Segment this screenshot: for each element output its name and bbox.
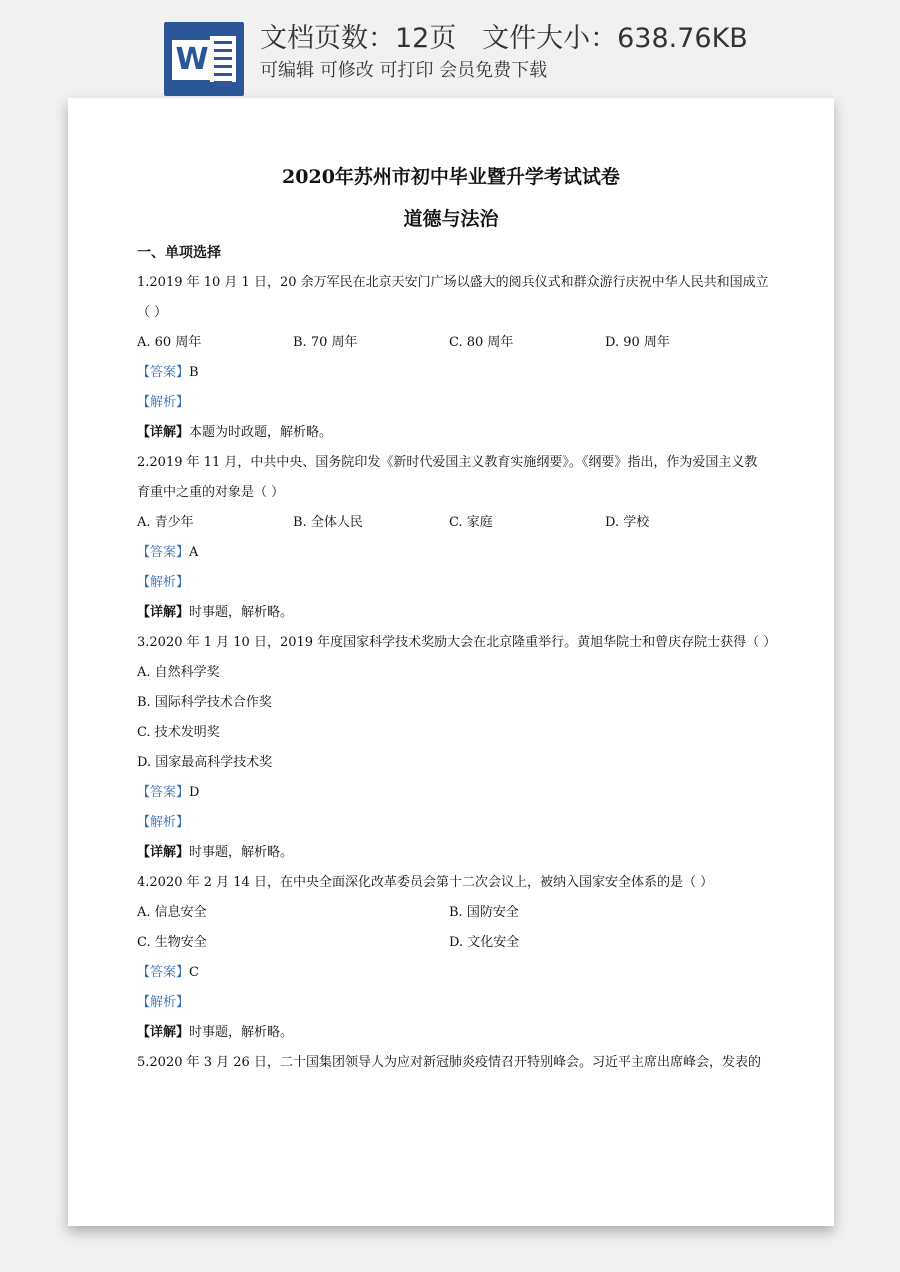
answer-line [137,958,765,988]
answer-line [137,358,765,388]
option-d: D. 学校 [605,515,650,530]
answer-value: B [189,365,199,380]
answer-value: D [189,785,200,800]
answer-line [137,778,765,808]
banner-subtitle: 可编辑 可修改 可打印 会员免费下载 [260,60,548,81]
exam-subject: 道德与法治 [403,208,499,230]
question-4-options-row1 [137,898,765,928]
option-c: C. 家庭 [449,515,493,530]
detail-tag: 【详解】 [137,1025,190,1040]
document-page [68,98,834,1226]
option-a: A. 自然科学奖 [137,665,220,680]
analysis-tag: 【解析】 [137,815,190,830]
word-icon [164,22,244,96]
analysis-line [137,808,765,838]
question-1-text: 1.2019 年 10 月 1 日，20 余万军民在北京天安门广场以盛大的阅兵仪式和群众游行庆祝中华人民共和国成立 [137,275,769,290]
section-heading: 一、单项选择 [137,245,221,261]
question-2-text: 2.2019 年 11 月，中共中央、国务院印发《新时代爱国主义教育实施纲要》。《纲要》指出，作为爱国主义教 [137,455,758,470]
analysis-tag: 【解析】 [137,995,190,1010]
detail-text: 时事题，解析略。 [189,1025,294,1040]
option-b: B. 70 周年 [293,335,358,350]
detail-tag: 【详解】 [137,425,190,440]
option-a: A. 60 周年 [137,335,202,350]
detail-text: 时事题，解析略。 [189,845,294,860]
detail-text: 时事题，解析略。 [189,605,294,620]
option-c: C. 80 周年 [449,335,514,350]
answer-line [137,538,765,568]
question-1-options [137,328,765,358]
option-c: C. 技术发明奖 [137,725,220,740]
detail-tag: 【详解】 [137,605,190,620]
word-icon-lines [210,36,236,82]
answer-tag: 【答案】 [137,365,190,380]
analysis-line [137,988,765,1018]
question-1-blank: （ ） [137,305,168,320]
answer-tag: 【答案】 [137,965,190,980]
question-3-text: 3.2020 年 1 月 10 日，2019 年度国家科学技术奖励大会在北京隆重举行。黄旭华院士和曾庆存院士获得（ ） [137,635,777,650]
question-4-text: 4.2020 年 2 月 14 日，在中央全面深化改革委员会第十二次会议上，被纳入国家安全体系的是（ ） [137,875,714,890]
question-4-options-row2 [137,928,765,958]
answer-value: A [189,545,199,560]
detail-line [137,598,765,628]
answer-tag: 【答案】 [137,785,190,800]
analysis-line [137,388,765,418]
option-d: D. 国家最高科学技术奖 [137,755,273,770]
word-icon-letter: W [172,40,212,80]
analysis-line [137,568,765,598]
detail-line [137,1018,765,1048]
option-b: B. 全体人民 [293,515,363,530]
banner-title: 文档页数：12页 文件大小：638.76KB [260,23,748,54]
analysis-tag: 【解析】 [137,575,190,590]
exam-title: 2020年苏州市初中毕业暨升学考试试卷 [282,166,620,188]
option-d: D. 90 周年 [605,335,670,350]
banner [0,0,900,100]
answer-tag: 【答案】 [137,545,190,560]
detail-line [137,838,765,868]
option-a: A. 信息安全 [137,905,207,920]
exam-content [137,238,777,1078]
detail-text: 本题为时政题，解析略。 [189,425,333,440]
option-b: B. 国际科学技术合作奖 [137,695,272,710]
question-2-text-cont: 育重中之重的对象是（ ） [137,485,285,500]
answer-value: C [189,965,199,980]
analysis-tag: 【解析】 [137,395,190,410]
detail-line [137,418,765,448]
option-b: B. 国防安全 [449,905,519,920]
option-d: D. 文化安全 [449,935,520,950]
option-a: A. 青少年 [137,515,194,530]
detail-tag: 【详解】 [137,845,190,860]
question-2-options [137,508,765,538]
question-5-text: 5.2020 年 3 月 26 日，二十国集团领导人为应对新冠肺炎疫情召开特别峰会。习近平主席出席峰会，发表的 [137,1055,761,1070]
option-c: C. 生物安全 [137,935,207,950]
